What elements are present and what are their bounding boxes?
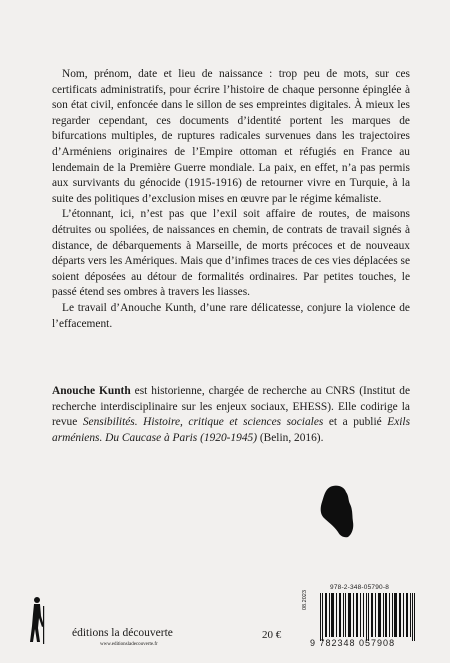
isbn-number: 978-2-348-05790-8: [330, 584, 390, 591]
barcode-digits: 9 782348 057908: [310, 638, 396, 648]
price: 20 €: [262, 629, 282, 641]
bio-text-1: est historienne, chargée de recherche au CNRS (Institut de recherche interdisciplinaire sur les enjeux sociaux, EHESS). Elle codirige la revue: [52, 385, 411, 429]
back-cover-blurb: [52, 67, 410, 332]
blurb-paragraph-3: Le travail d’Anouche Kunth, d’une rare délicatesse, conjure la violence de l’effacement.: [52, 301, 410, 330]
barcode: [318, 593, 418, 641]
journal-title: Sensibilités. Histoire, critique et sciences sociales: [82, 416, 324, 429]
blurb-paragraph-2: L’étonnant, ici, n’est pas que l’exil soit affaire de routes, de maisons détruites ou spoliées, de naissances en chemin, de contrats de travail signés à distance, de débarquements à Marseille, de morts précoces et de nouveaux départs vers les Amériques. Mais que d’infimes traces de ces vies déplacées se soient déposées au détour de formalités ordinaires. Par petites touches, le passé étend ses ombres à travers les liasses.: [52, 208, 410, 299]
edition-code: 08.2023: [302, 590, 308, 610]
author-bio: [52, 384, 410, 446]
author-bio-paragraph: [52, 384, 410, 446]
publisher-url: www.editionsladecouverte.fr: [100, 642, 158, 647]
book-title: Exils arméniens. Du Caucase à Paris (1920-1945): [52, 416, 411, 444]
bio-text-3: (Belin, 2016).: [257, 431, 324, 444]
author-name: Anouche Kunth: [52, 385, 131, 397]
publisher-name: éditions la découverte: [72, 627, 173, 639]
bio-text-2: et a publié: [323, 416, 388, 429]
blurb-paragraph-1: Nom, prénom, date et lieu de naissance : trop peu de mots, sur ces certificats administratifs, pour écrire l’histoire de chaque personne épinglée à son état civil, enfoncée dans le sillon de ses empreintes digitales. À mieux les regarder cependant, ces documents d’identité portent les marques de bifurcations multiples, de ruptures radicales survenues dans les trajectoires d’Arméniens originaires de l’Empire ottoman et réfugiés en France au lendemain de la Première Guerre mondiale. La paix, en effet, n’a pas permis aux survivants du génocide (1915-1916) de retourner vivre en Turquie, à la suite des politiques d’exclusion mises en œuvre par le régime kémaliste.: [52, 68, 410, 205]
publisher-logo-icon: [28, 596, 52, 646]
silhouette-image: [316, 484, 356, 538]
